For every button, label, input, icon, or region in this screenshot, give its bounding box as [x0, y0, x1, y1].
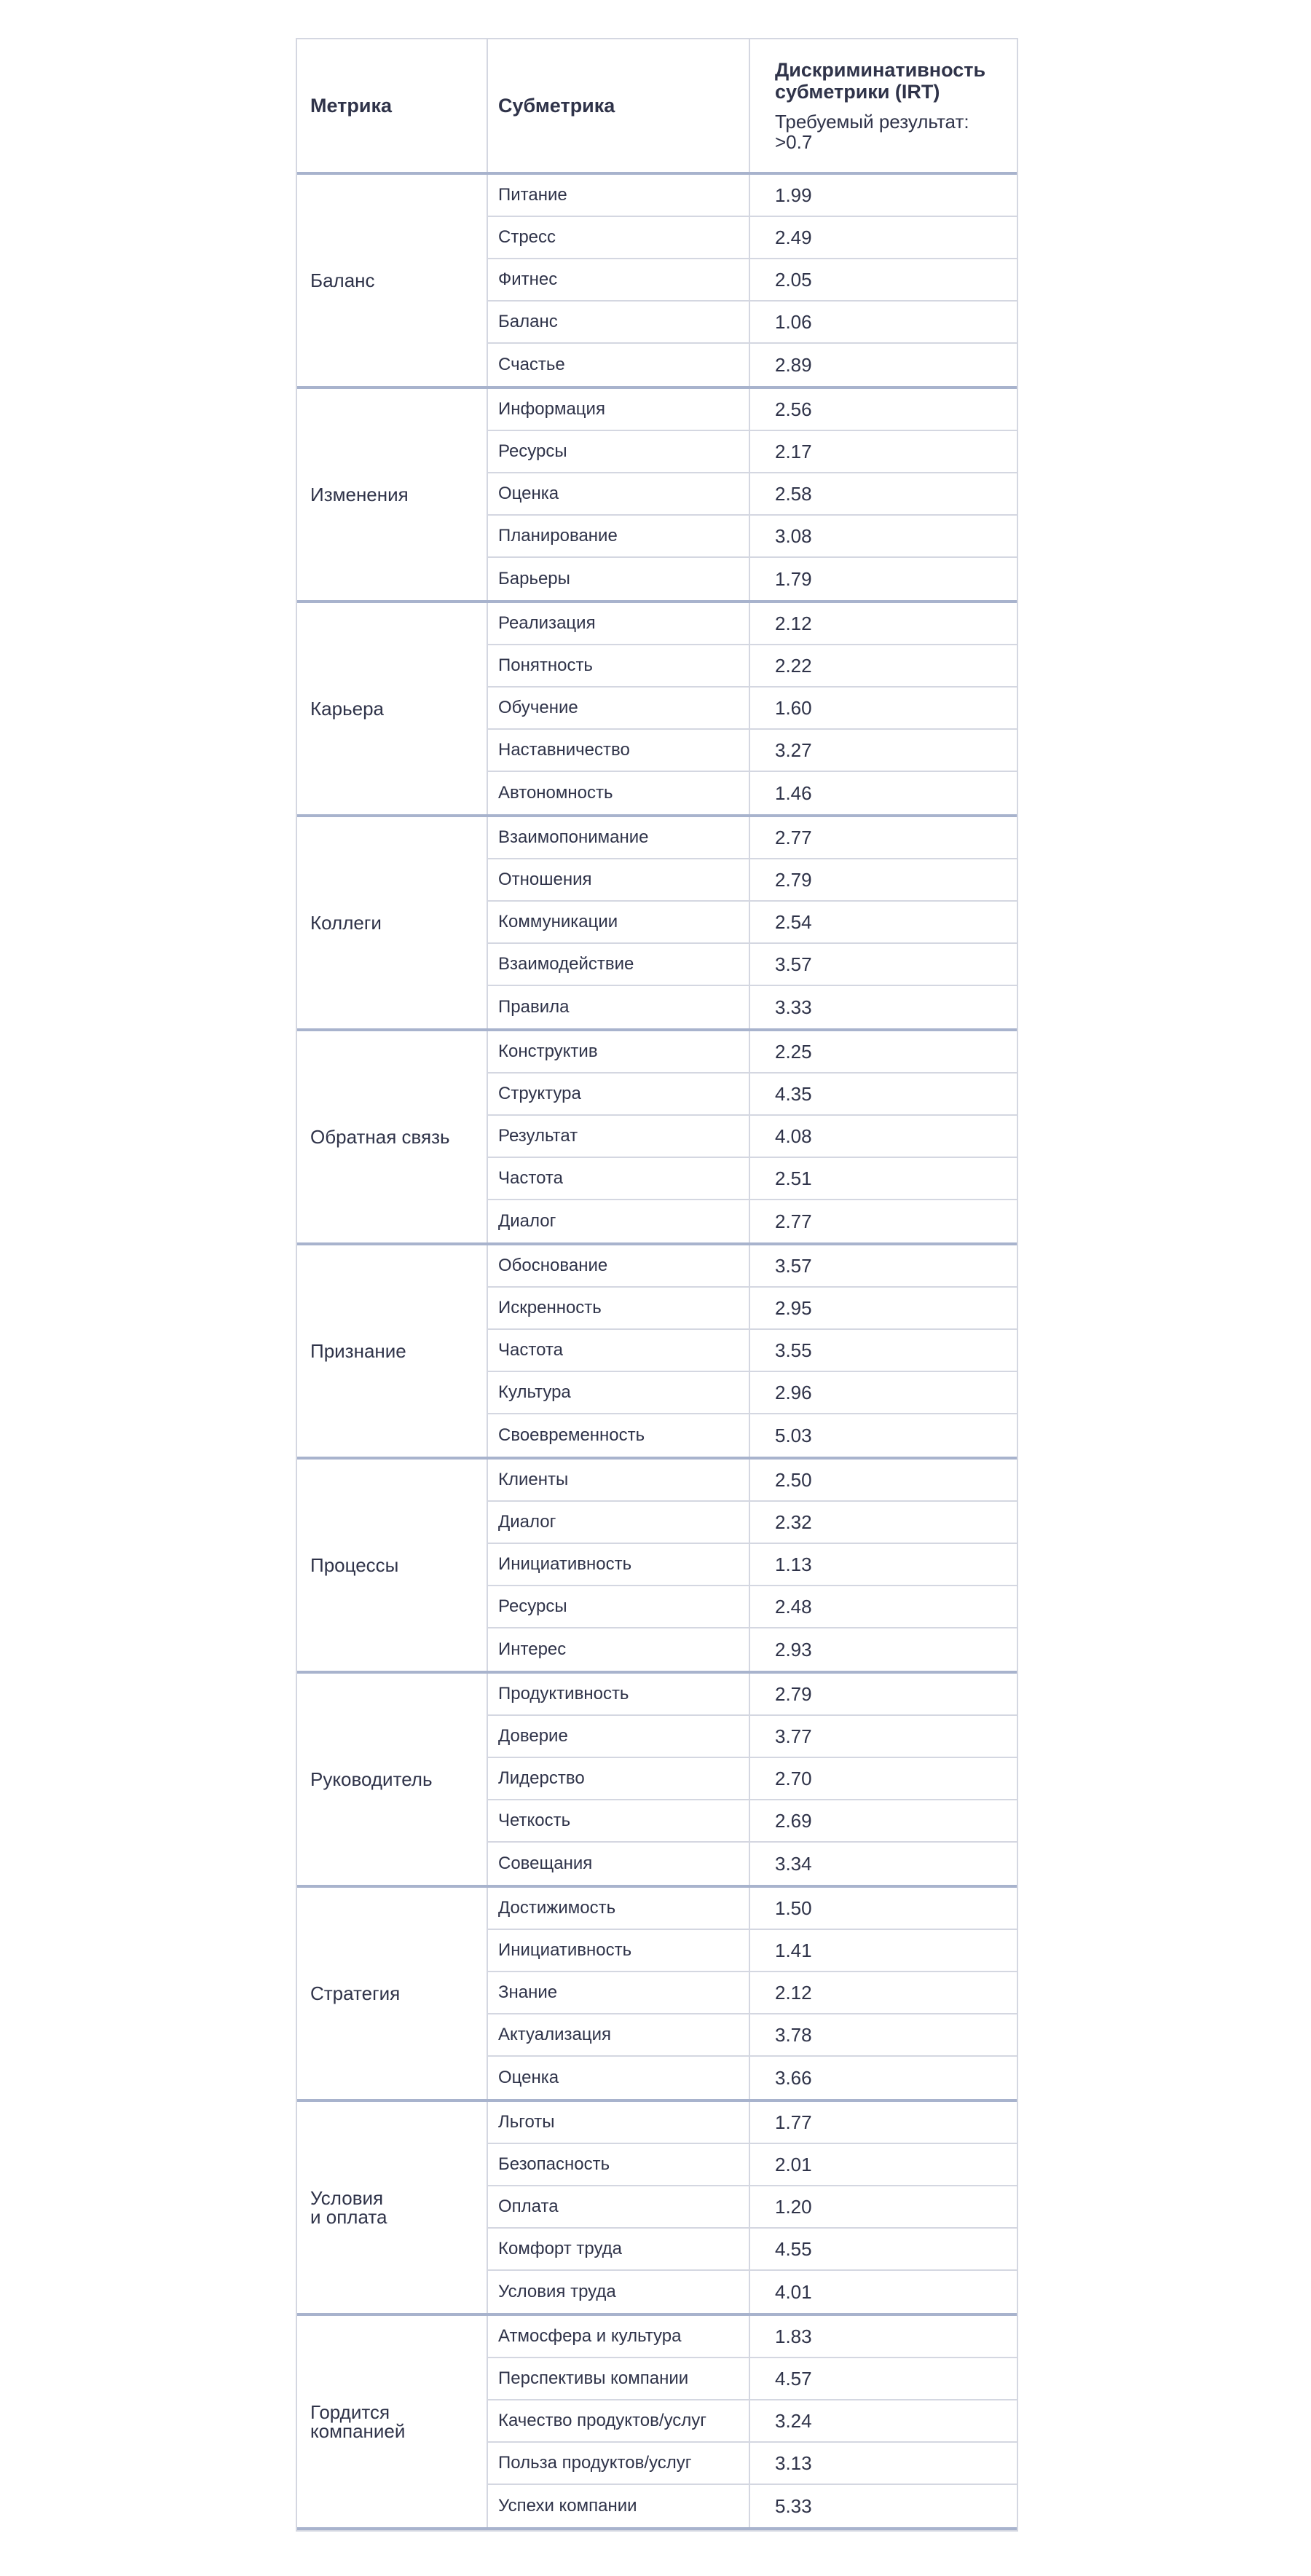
submetric-name: Коммуникации — [488, 902, 750, 942]
submetric-name: Перспективы компании — [488, 2358, 750, 2399]
table-row — [488, 1674, 1017, 1716]
submetric-name: Взаимопонимание — [488, 817, 750, 858]
table-row — [488, 1414, 1017, 1457]
table-row — [488, 1116, 1017, 1158]
discriminativity-value: 2.70 — [775, 1767, 812, 1789]
discriminativity-value: 1.99 — [775, 184, 812, 206]
metric-name: Стратегия — [297, 1888, 488, 2099]
discriminativity-value: 2.32 — [775, 1510, 812, 1533]
discriminativity-value: 2.12 — [775, 612, 812, 634]
table-row — [488, 259, 1017, 302]
submetric-rows — [488, 817, 1017, 1028]
metric-group — [297, 2102, 1017, 2316]
discriminativity-value: 1.20 — [775, 2195, 812, 2218]
submetric-name: Реализация — [488, 603, 750, 644]
discriminativity-value: 2.25 — [775, 1040, 812, 1063]
submetric-name: Оценка — [488, 473, 750, 514]
submetric-name: Доверие — [488, 1716, 750, 1757]
submetric-name: Условия труда — [488, 2271, 750, 2313]
discriminativity-value: 4.08 — [775, 1124, 812, 1147]
submetric-name: Клиенты — [488, 1460, 750, 1500]
discriminativity-value: 2.95 — [775, 1296, 812, 1319]
table-row — [488, 2102, 1017, 2144]
submetric-rows — [488, 2102, 1017, 2313]
discriminativity-value: 1.46 — [775, 781, 812, 804]
metric-name: Карьера — [297, 603, 488, 814]
metric-group — [297, 2316, 1017, 2530]
table-row — [488, 473, 1017, 516]
submetric-rows — [488, 1031, 1017, 1242]
metric-name: Обратная связь — [297, 1031, 488, 1242]
submetric-name: Наставничество — [488, 730, 750, 771]
table-row — [488, 1330, 1017, 1372]
discriminativity-value: 2.79 — [775, 1682, 812, 1705]
table-row — [488, 986, 1017, 1028]
discriminativity-value: 2.77 — [775, 826, 812, 848]
header-submetric: Субметрика — [498, 95, 615, 117]
submetric-name: Лидерство — [488, 1758, 750, 1799]
discriminativity-value: 2.93 — [775, 1638, 812, 1661]
submetric-table — [296, 38, 1018, 2532]
table-row — [488, 772, 1017, 814]
table-row — [488, 344, 1017, 386]
discriminativity-value: 1.06 — [775, 310, 812, 333]
table-row — [488, 944, 1017, 986]
submetric-name: Питание — [488, 175, 750, 216]
discriminativity-value: 2.50 — [775, 1468, 812, 1491]
discriminativity-value: 2.58 — [775, 482, 812, 505]
discriminativity-value: 3.57 — [775, 1254, 812, 1277]
submetric-name: Диалог — [488, 1200, 750, 1242]
table-row — [488, 516, 1017, 558]
discriminativity-value: 3.24 — [775, 2409, 812, 2432]
table-row — [488, 1586, 1017, 1628]
submetric-name: Диалог — [488, 1502, 750, 1543]
submetric-name: Достижимость — [488, 1888, 750, 1929]
discriminativity-value: 1.50 — [775, 1896, 812, 1919]
table-row — [488, 1800, 1017, 1843]
discriminativity-value: 2.12 — [775, 1981, 812, 2004]
discriminativity-value: 1.79 — [775, 567, 812, 590]
discriminativity-value: 3.78 — [775, 2023, 812, 2046]
metric-name: Руководитель — [297, 1674, 488, 1885]
table-row — [488, 603, 1017, 645]
discriminativity-value: 2.17 — [775, 440, 812, 462]
discriminativity-value: 3.77 — [775, 1725, 812, 1747]
discriminativity-value: 2.69 — [775, 1809, 812, 1832]
submetric-name: Барьеры — [488, 558, 750, 600]
submetric-name: Оценка — [488, 2057, 750, 2099]
table-row — [488, 645, 1017, 688]
table-row — [488, 217, 1017, 259]
discriminativity-value: 2.22 — [775, 654, 812, 677]
table-row — [488, 2400, 1017, 2443]
metric-name: Гордится компанией — [297, 2316, 488, 2527]
table-row — [488, 2229, 1017, 2271]
submetric-name: Интерес — [488, 1628, 750, 1671]
table-row — [488, 1888, 1017, 1930]
submetric-name: Инициативность — [488, 1544, 750, 1585]
table-row — [488, 302, 1017, 344]
table-row — [488, 1158, 1017, 1200]
header-required-result: Требуемый результат: >0.7 — [775, 111, 969, 153]
table-row — [488, 2186, 1017, 2229]
table-row — [488, 1074, 1017, 1116]
discriminativity-value: 3.57 — [775, 953, 812, 975]
table-row — [488, 817, 1017, 859]
discriminativity-value: 2.51 — [775, 1167, 812, 1189]
discriminativity-value: 2.77 — [775, 1210, 812, 1232]
submetric-name: Результат — [488, 1116, 750, 1157]
submetric-name: Льготы — [488, 2102, 750, 2143]
discriminativity-value: 4.57 — [775, 2367, 812, 2390]
table-row — [488, 1031, 1017, 1074]
table-row — [488, 2443, 1017, 2485]
submetric-rows — [488, 1674, 1017, 1885]
table-row — [488, 1200, 1017, 1242]
discriminativity-value: 1.13 — [775, 1553, 812, 1575]
table-row — [488, 1372, 1017, 1414]
submetric-name: Актуализация — [488, 2014, 750, 2055]
table-row — [488, 1460, 1017, 1502]
metric-group — [297, 1460, 1017, 1674]
table-row — [488, 2316, 1017, 2358]
submetric-name: Четкость — [488, 1800, 750, 1841]
discriminativity-value: 3.08 — [775, 524, 812, 547]
submetric-name: Автономность — [488, 772, 750, 814]
table-row — [488, 389, 1017, 431]
header-metric: Метрика — [310, 95, 392, 117]
table-row — [488, 2271, 1017, 2313]
submetric-name: Фитнес — [488, 259, 750, 300]
metric-group — [297, 1245, 1017, 1460]
table-header — [297, 39, 1017, 175]
discriminativity-value: 2.01 — [775, 2153, 812, 2175]
submetric-name: Понятность — [488, 645, 750, 686]
discriminativity-value: 4.35 — [775, 1082, 812, 1105]
submetric-name: Структура — [488, 1074, 750, 1114]
discriminativity-value: 1.77 — [775, 2111, 812, 2133]
metric-group — [297, 1888, 1017, 2102]
table-row — [488, 1758, 1017, 1800]
table-row — [488, 730, 1017, 772]
submetric-name: Частота — [488, 1158, 750, 1199]
discriminativity-value: 2.79 — [775, 868, 812, 891]
submetric-rows — [488, 603, 1017, 814]
header-submetric-cell — [488, 39, 750, 172]
table-row — [488, 175, 1017, 217]
discriminativity-value: 3.66 — [775, 2066, 812, 2089]
table-row — [488, 1972, 1017, 2014]
table-row — [488, 859, 1017, 902]
submetric-rows — [488, 2316, 1017, 2527]
submetric-rows — [488, 1245, 1017, 1457]
submetric-name: Культура — [488, 1372, 750, 1413]
submetric-name: Продуктивность — [488, 1674, 750, 1714]
metric-name: Баланс — [297, 175, 488, 386]
discriminativity-value: 1.60 — [775, 696, 812, 719]
submetric-name: Комфорт труда — [488, 2229, 750, 2269]
submetric-name: Информация — [488, 389, 750, 430]
discriminativity-value: 2.49 — [775, 226, 812, 248]
submetric-name: Атмосфера и культура — [488, 2316, 750, 2357]
submetric-rows — [488, 1888, 1017, 2099]
metric-group — [297, 603, 1017, 817]
header-discriminativity: Дискриминативность субметрики (IRT) — [775, 59, 986, 103]
submetric-name: Польза продуктов/услуг — [488, 2443, 750, 2484]
table-row — [488, 558, 1017, 600]
metric-name: Коллеги — [297, 817, 488, 1028]
submetric-name: Успехи компании — [488, 2485, 750, 2527]
discriminativity-value: 2.56 — [775, 398, 812, 420]
submetric-name: Баланс — [488, 302, 750, 342]
table-row — [488, 1716, 1017, 1758]
table-row — [488, 431, 1017, 473]
submetric-name: Отношения — [488, 859, 750, 900]
table-row — [488, 1544, 1017, 1586]
discriminativity-value: 1.41 — [775, 1939, 812, 1961]
submetric-name: Правила — [488, 986, 750, 1028]
discriminativity-value: 3.27 — [775, 738, 812, 761]
discriminativity-value: 1.83 — [775, 2325, 812, 2347]
header-value-cell — [750, 39, 1017, 172]
submetric-name: Взаимодействие — [488, 944, 750, 985]
discriminativity-value: 3.55 — [775, 1339, 812, 1361]
submetric-name: Конструктив — [488, 1031, 750, 1072]
submetric-name: Качество продуктов/услуг — [488, 2400, 750, 2441]
metric-group — [297, 817, 1017, 1031]
metric-name: Признание — [297, 1245, 488, 1457]
discriminativity-value: 2.89 — [775, 353, 812, 376]
discriminativity-value: 2.05 — [775, 268, 812, 291]
submetric-name: Инициативность — [488, 1930, 750, 1971]
metric-group — [297, 389, 1017, 603]
table-row — [488, 902, 1017, 944]
submetric-rows — [488, 1460, 1017, 1671]
discriminativity-value: 5.03 — [775, 1424, 812, 1446]
submetric-name: Искренность — [488, 1288, 750, 1328]
metric-group — [297, 1674, 1017, 1888]
submetric-rows — [488, 389, 1017, 600]
discriminativity-value: 2.48 — [775, 1595, 812, 1618]
discriminativity-value: 3.34 — [775, 1852, 812, 1875]
metric-group — [297, 1031, 1017, 1245]
submetric-name: Оплата — [488, 2186, 750, 2227]
discriminativity-value: 2.96 — [775, 1381, 812, 1403]
discriminativity-value: 5.33 — [775, 2494, 812, 2517]
table-row — [488, 1288, 1017, 1330]
metric-name: Процессы — [297, 1460, 488, 1671]
table-row — [488, 1628, 1017, 1671]
table-row — [488, 1930, 1017, 1972]
submetric-name: Стресс — [488, 217, 750, 258]
table-row — [488, 2144, 1017, 2186]
metric-group — [297, 175, 1017, 389]
submetric-name: Безопасность — [488, 2144, 750, 2185]
table-row — [488, 2057, 1017, 2099]
table-row — [488, 2014, 1017, 2057]
table-row — [488, 2358, 1017, 2400]
metric-name: Изменения — [297, 389, 488, 600]
table-body — [297, 175, 1017, 2530]
submetric-name: Частота — [488, 1330, 750, 1371]
submetric-name: Своевременность — [488, 1414, 750, 1457]
submetric-name: Ресурсы — [488, 1586, 750, 1627]
discriminativity-value: 4.01 — [775, 2280, 812, 2303]
submetric-name: Ресурсы — [488, 431, 750, 472]
discriminativity-value: 2.54 — [775, 910, 812, 933]
table-row — [488, 688, 1017, 730]
table-row — [488, 2485, 1017, 2527]
submetric-name: Знание — [488, 1972, 750, 2013]
submetric-name: Планирование — [488, 516, 750, 556]
submetric-name: Счастье — [488, 344, 750, 386]
metric-name: Условия и оплата — [297, 2102, 488, 2313]
discriminativity-value: 3.13 — [775, 2451, 812, 2474]
header-metric-cell — [297, 39, 488, 172]
submetric-rows — [488, 175, 1017, 386]
submetric-name: Совещания — [488, 1843, 750, 1885]
table-row — [488, 1245, 1017, 1288]
table-row — [488, 1843, 1017, 1885]
discriminativity-value: 3.33 — [775, 996, 812, 1018]
table-row — [488, 1502, 1017, 1544]
submetric-name: Обучение — [488, 688, 750, 728]
submetric-name: Обоснование — [488, 1245, 750, 1286]
discriminativity-value: 4.55 — [775, 2237, 812, 2260]
